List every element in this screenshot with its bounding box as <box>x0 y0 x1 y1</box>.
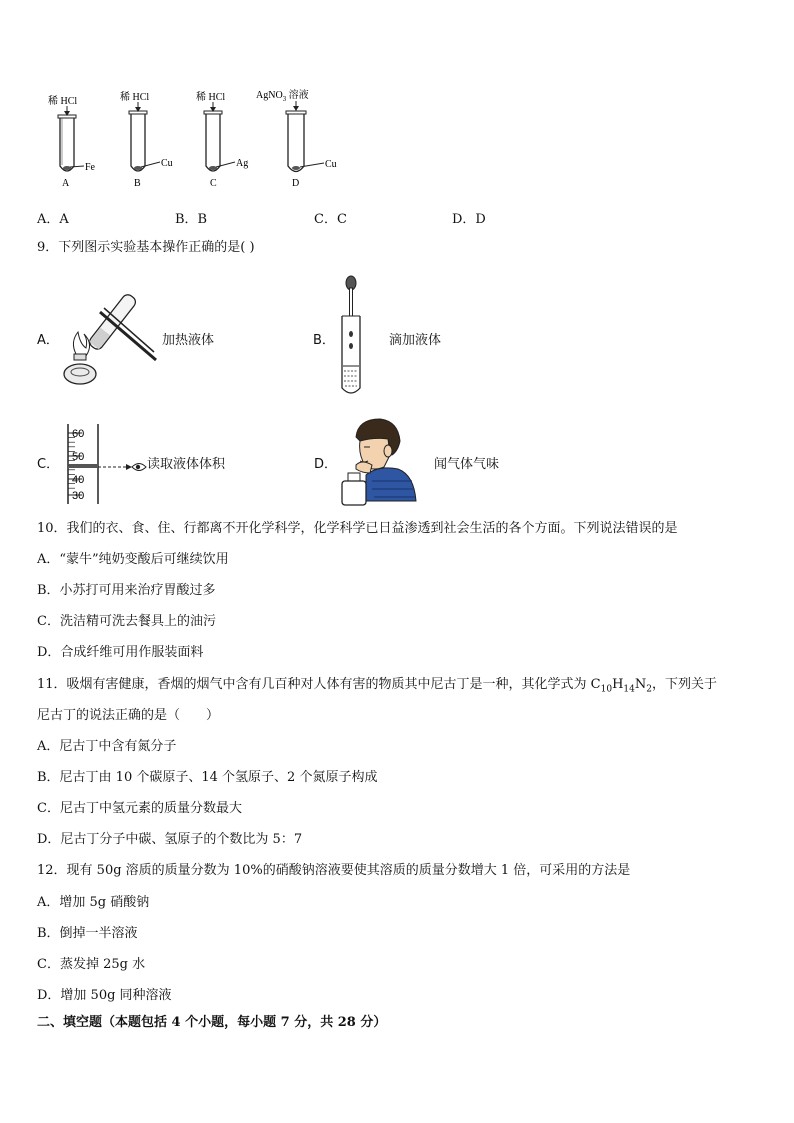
q10-option-b[interactable]: B．小苏打可用来治疗胃酸过多 <box>37 583 216 598</box>
q10-option-a[interactable]: A．“蒙牛”纯奶变酸后可继续饮用 <box>37 552 229 567</box>
cylinder-tick-50: 50 <box>72 451 85 463</box>
q9-b-label: 滴加液体 <box>389 333 442 348</box>
q10-option-d[interactable]: D．合成纤维可用作服装面料 <box>37 645 204 660</box>
q9-d-label: 闻气体气味 <box>434 457 500 472</box>
cylinder-tick-30: 30 <box>72 490 85 502</box>
q8-option-b[interactable]: B．B <box>175 212 208 227</box>
q9-c-label: 读取液体体积 <box>147 457 226 472</box>
q8-option-a[interactable]: A．A <box>37 212 69 227</box>
tube-a-reagent: 稀 HCl <box>48 96 78 107</box>
q12-option-d[interactable]: D．增加 50g 同种溶液 <box>37 988 172 1003</box>
q9-stem: 9．下列图示实验基本操作正确的是( ) <box>37 240 255 255</box>
q11-stem-after: ，下列关于 <box>651 677 717 692</box>
q11-n: N <box>634 677 647 692</box>
reading-volume-illustration <box>62 422 152 504</box>
q12-option-b[interactable]: B．倒掉一半溶液 <box>37 926 138 941</box>
tube-d-metal: Cu <box>325 159 337 170</box>
dropping-liquid-illustration <box>335 274 375 400</box>
q11-sub-h: 14 <box>623 684 635 695</box>
q11-stem-line1 <box>37 677 717 698</box>
q8-option-c[interactable]: C．C <box>314 212 347 227</box>
q9-d-letter[interactable]: D． <box>314 457 338 472</box>
tube-d-reagent-prefix: AgNO <box>256 90 283 101</box>
q11-h: H <box>612 677 624 692</box>
q8-option-d[interactable]: D．D <box>452 212 486 227</box>
q12-option-c[interactable]: C．蒸发掉 25g 水 <box>37 957 146 972</box>
tube-d-letter: D <box>292 178 300 189</box>
q11-stem-line2: 尼古丁的说法正确的是（ ） <box>37 708 220 723</box>
cylinder-tick-60: 60 <box>72 428 85 440</box>
heating-liquid-illustration <box>56 292 160 388</box>
tube-b-reagent: 稀 HCl <box>120 92 150 103</box>
tube-d <box>256 88 337 189</box>
cylinder-tick-40: 40 <box>72 474 85 486</box>
svg-text:AgNO3 溶液 <box>256 88 309 103</box>
q11-sub-n: 2 <box>646 684 652 695</box>
q11-option-a[interactable]: A．尼古丁中含有氮分子 <box>37 739 177 754</box>
tube-c-metal: Ag <box>236 158 249 169</box>
section-2-heading: 二、填空题（本题包括 4 个小题，每小题 7 分，共 28 分） <box>37 1015 387 1030</box>
tube-d-reagent-suffix: 溶液 <box>286 90 309 101</box>
q10-stem: 10．我们的衣、食、住、行都离不开化学科学，化学科学已日益渗透到社会生活的各个方面。下列说法错误的是 <box>37 521 678 536</box>
tube-a-letter: A <box>62 178 70 189</box>
q11-sub-c: 10 <box>600 684 613 695</box>
test-tube-figure <box>30 86 360 192</box>
q11-option-b[interactable]: B．尼古丁由 10 个碳原子、14 个氢原子、2 个氮原子构成 <box>37 770 378 785</box>
tube-a-metal: Fe <box>85 162 95 173</box>
tube-d-reagent-sub: 3 <box>282 95 287 103</box>
q12-option-a[interactable]: A．增加 5g 硝酸钠 <box>37 895 150 910</box>
q12-stem: 12．现有 50g 溶质的质量分数为 10%的硝酸钠溶液要使其溶质的质量分数增大 1 倍，可采用的方法是 <box>37 863 631 878</box>
tube-b-metal: Cu <box>161 158 173 169</box>
q9-c-letter[interactable]: C． <box>37 457 60 472</box>
tube-a <box>48 94 96 189</box>
tube-b-letter: B <box>134 178 141 189</box>
q11-option-d[interactable]: D．尼古丁分子中碳、氢原子的个数比为 5：7 <box>37 832 303 847</box>
q11-stem-before: 11．吸烟有害健康，香烟的烟气中含有几百种对人体有害的物质其中尼古丁是一种，其化学式为 C <box>37 677 601 692</box>
smelling-gas-illustration <box>338 415 418 507</box>
q9-b-letter[interactable]: B． <box>313 333 335 348</box>
tube-c <box>196 90 248 189</box>
q10-option-c[interactable]: C．洗洁精可洗去餐具上的油污 <box>37 614 216 629</box>
q11-option-c[interactable]: C．尼古丁中氢元素的质量分数最大 <box>37 801 242 816</box>
tube-c-letter: C <box>210 178 217 189</box>
tube-b <box>120 90 173 189</box>
q9-a-label: 加热液体 <box>162 333 215 348</box>
tube-c-reagent: 稀 HCl <box>196 92 226 103</box>
q9-a-letter[interactable]: A． <box>37 333 59 348</box>
